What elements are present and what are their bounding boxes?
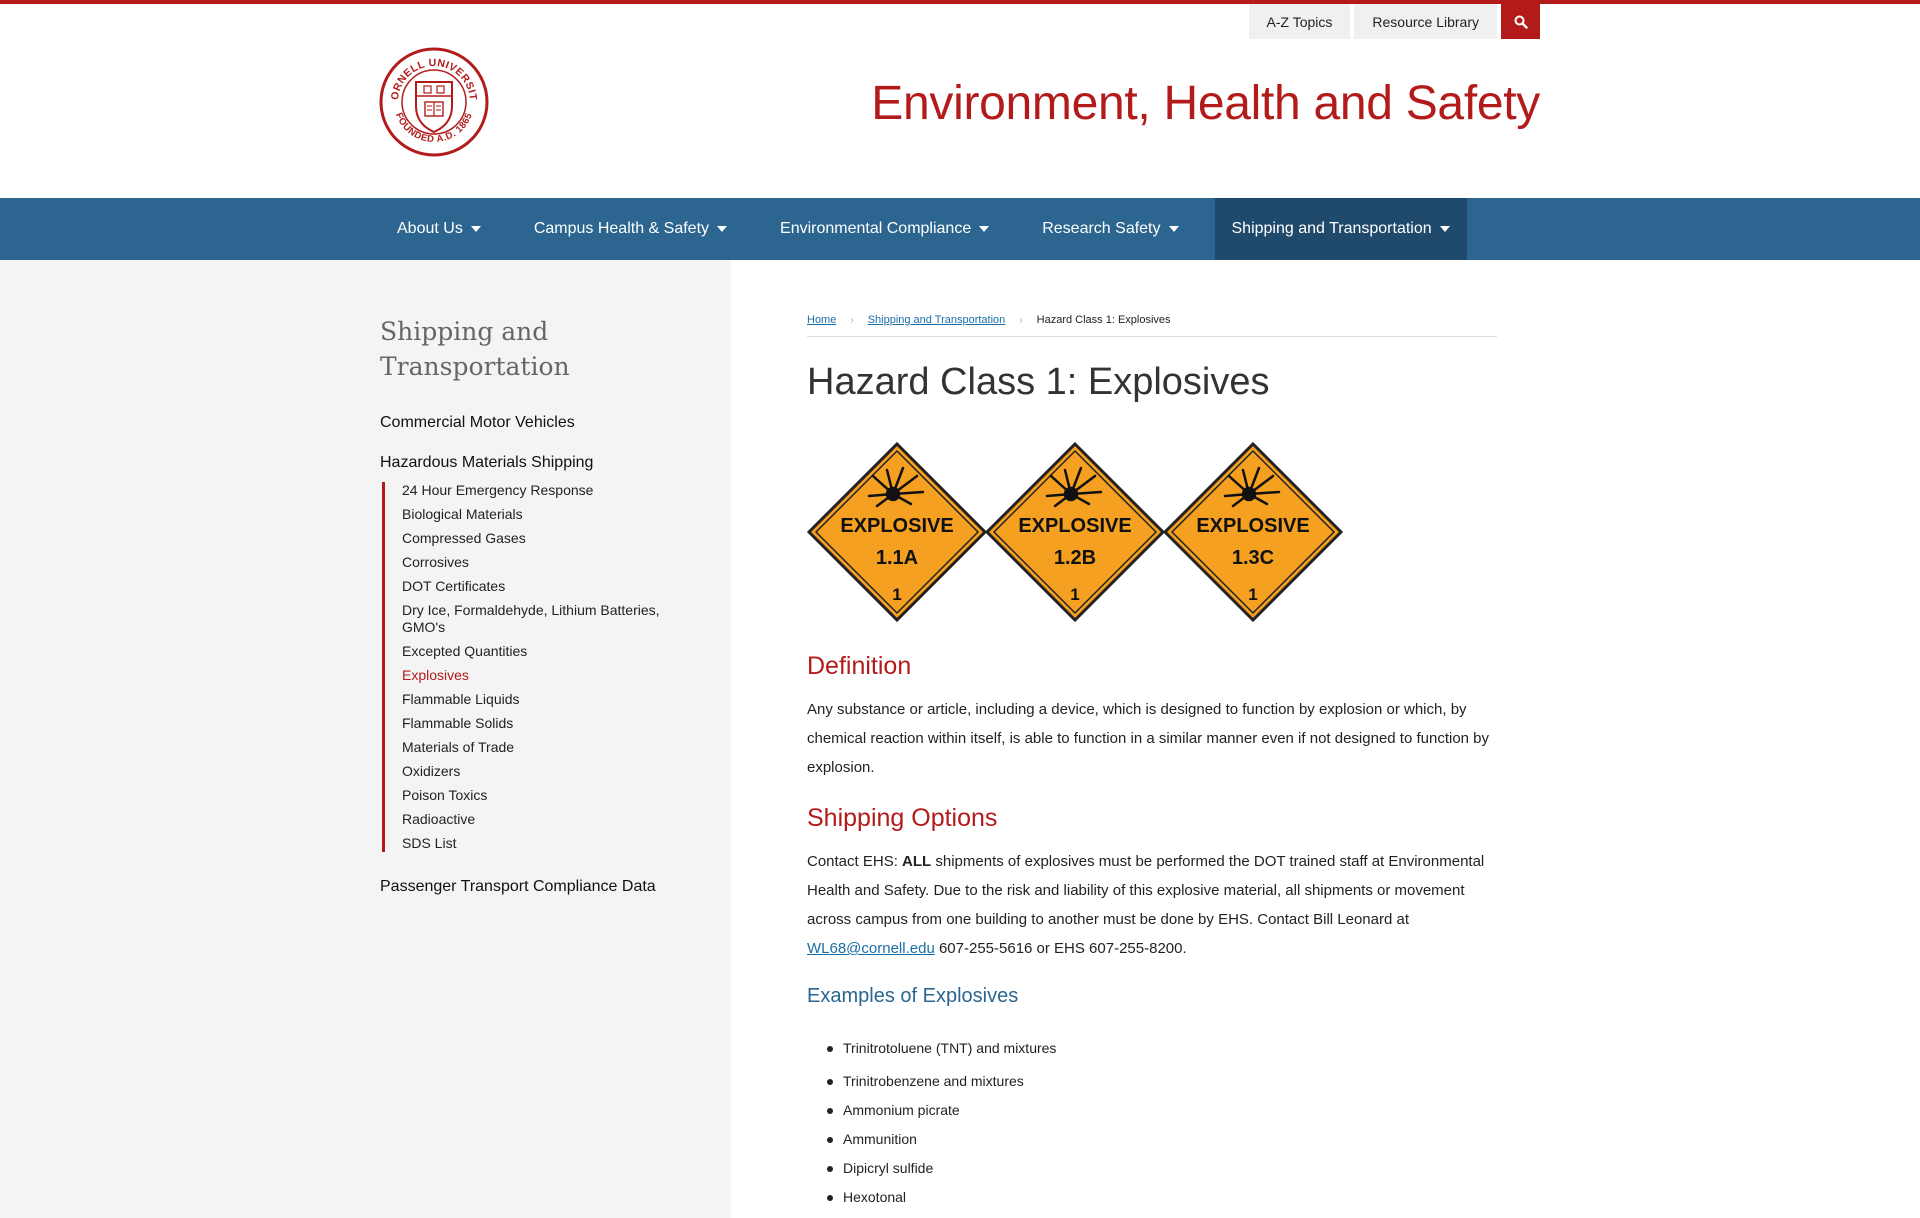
breadcrumb-section-link[interactable]: Shipping and Transportation [867, 314, 1006, 326]
utility-nav [1245, 4, 1540, 39]
az-topics-link[interactable]: A-Z Topics [1249, 4, 1351, 39]
sidebar-subitem-sds-list[interactable]: SDS List [402, 835, 457, 851]
svg-text:EXPLOSIVE: EXPLOSIVE [1196, 515, 1310, 537]
shipping-options-heading: Shipping Options [807, 804, 998, 832]
svg-text:1: 1 [1070, 585, 1080, 604]
nav-label: Environmental Compliance [780, 220, 972, 237]
sidebar-subitem-explosives[interactable]: Explosives [402, 667, 469, 683]
explosive-placards [807, 442, 1497, 622]
svg-text:1.1A: 1.1A [875, 547, 919, 569]
chevron-right-icon: › [1019, 314, 1023, 326]
sidebar-subitem-biological-materials[interactable]: Biological Materials [402, 506, 523, 522]
nav-label: About Us [397, 220, 463, 237]
sidebar-item-passenger-transport[interactable]: Passenger Transport Compliance Data [380, 878, 656, 895]
svg-text:1.2B: 1.2B [1053, 547, 1097, 569]
chevron-right-icon: › [850, 314, 854, 326]
breadcrumb-current: Hazard Class 1: Explosives [1036, 314, 1171, 326]
definition-text: Any substance or article, including a device, which is designed to function by explosion or which, by chemical reaction within itself, is able to function in a similar manner even if not designed to function by explosion. [807, 701, 1490, 776]
sidebar-subitem-emergency-response[interactable]: 24 Hour Emergency Response [402, 482, 594, 498]
list-item: Dipicryl sulfide [827, 1160, 1497, 1176]
top-accent-line [0, 0, 1920, 4]
search-button[interactable] [1501, 4, 1540, 39]
svg-text:FOUNDED A.D. 1865: FOUNDED A.D. 1865 [393, 111, 475, 146]
site-title[interactable]: Environment, Health and Safety [871, 77, 1540, 130]
shipping-body: shipments of explosives must be performed the DOT trained staff at Environmental Health and Safety. Due to the risk and liability of this explosive material, all shipments or movement across campus from one building to another must be done by EHS. Contact Bill Leonard at [807, 853, 1485, 928]
placard-explosive-1-3c [1163, 442, 1343, 622]
caret-down-icon [1169, 226, 1179, 232]
svg-text:EXPLOSIVE: EXPLOSIVE [840, 515, 954, 537]
shipping-suffix: 607-255-5616 or EHS 607-255-8200. [934, 940, 1187, 957]
nav-label: Campus Health & Safety [533, 220, 710, 237]
placard-explosive-1-2b [985, 442, 1165, 622]
placard-explosive-1-1a [807, 442, 987, 622]
svg-text:1.3C: 1.3C [1231, 547, 1275, 569]
cornell-seal-logo[interactable] [378, 46, 490, 158]
nav-research-safety[interactable] [1025, 198, 1195, 260]
main-navigation [0, 198, 1920, 260]
shipping-options-text [807, 847, 1497, 963]
search-icon [1514, 15, 1528, 29]
sidebar-subitem-dot-certificates[interactable]: DOT Certificates [402, 578, 506, 594]
sidebar-item-commercial-motor-vehicles[interactable]: Commercial Motor Vehicles [380, 414, 575, 431]
shipping-bold: ALL [902, 853, 932, 870]
definition-heading: Definition [807, 652, 912, 680]
shipping-prefix: Contact EHS: [807, 853, 903, 870]
nav-label: Shipping and Transportation [1231, 220, 1432, 237]
sidebar-subitem-oxidizers[interactable]: Oxidizers [402, 763, 461, 779]
sidebar-subitem-radioactive[interactable]: Radioactive [402, 811, 476, 827]
sidebar-subitem-dry-ice[interactable]: Dry Ice, Formaldehyde, Lithium Batteries, GMO's [402, 602, 660, 635]
resource-library-link[interactable]: Resource Library [1354, 4, 1497, 39]
caret-down-icon [979, 226, 989, 232]
page-title: Hazard Class 1: Explosives [807, 361, 1270, 403]
nav-label: Research Safety [1042, 220, 1161, 237]
sidebar-subitem-corrosives[interactable]: Corrosives [402, 554, 469, 570]
nav-shipping-transportation[interactable] [1215, 198, 1467, 260]
caret-down-icon [471, 226, 481, 232]
sidebar-nav [380, 314, 700, 918]
breadcrumb [807, 314, 1497, 337]
list-item: Ammonium picrate [827, 1102, 1497, 1118]
sidebar-submenu [382, 482, 700, 852]
nav-about-us[interactable] [380, 198, 498, 260]
list-item: Ammunition [827, 1131, 1497, 1147]
list-item: Trinitrobenzene and mixtures [827, 1073, 1497, 1089]
sidebar-subitem-flammable-solids[interactable]: Flammable Solids [402, 715, 514, 731]
caret-down-icon [1440, 226, 1450, 232]
list-item: Trinitrotoluene (TNT) and mixtures [827, 1040, 1497, 1056]
svg-text:1: 1 [892, 585, 902, 604]
sidebar-subitem-flammable-liquids[interactable]: Flammable Liquids [402, 691, 520, 707]
email-link[interactable]: WL68@cornell.edu [807, 940, 935, 957]
examples-heading: Examples of Explosives [807, 985, 1019, 1007]
svg-text:CORNELL UNIVERSITY: ORNELL UNIVERSIT [388, 56, 480, 102]
breadcrumb-home-link[interactable]: Home [807, 314, 837, 326]
sidebar-subitem-materials-of-trade[interactable]: Materials of Trade [402, 739, 515, 755]
nav-campus-health-safety[interactable] [517, 198, 744, 260]
list-item: Hexotonal [827, 1189, 1497, 1205]
sidebar-item-hazardous-materials-shipping[interactable]: Hazardous Materials Shipping [380, 454, 594, 471]
main-content [807, 314, 1497, 1218]
examples-list [827, 1040, 1497, 1205]
nav-environmental-compliance[interactable] [763, 198, 1006, 260]
sidebar-subitem-excepted-quantities[interactable]: Excepted Quantities [402, 643, 528, 659]
caret-down-icon [717, 226, 727, 232]
sidebar-subitem-poison-toxics[interactable]: Poison Toxics [402, 787, 488, 803]
svg-text:EXPLOSIVE: EXPLOSIVE [1018, 515, 1132, 537]
sidebar-subitem-compressed-gases[interactable]: Compressed Gases [402, 530, 526, 546]
svg-text:1: 1 [1248, 585, 1258, 604]
sidebar-title: Shipping and Transportation [380, 317, 570, 381]
